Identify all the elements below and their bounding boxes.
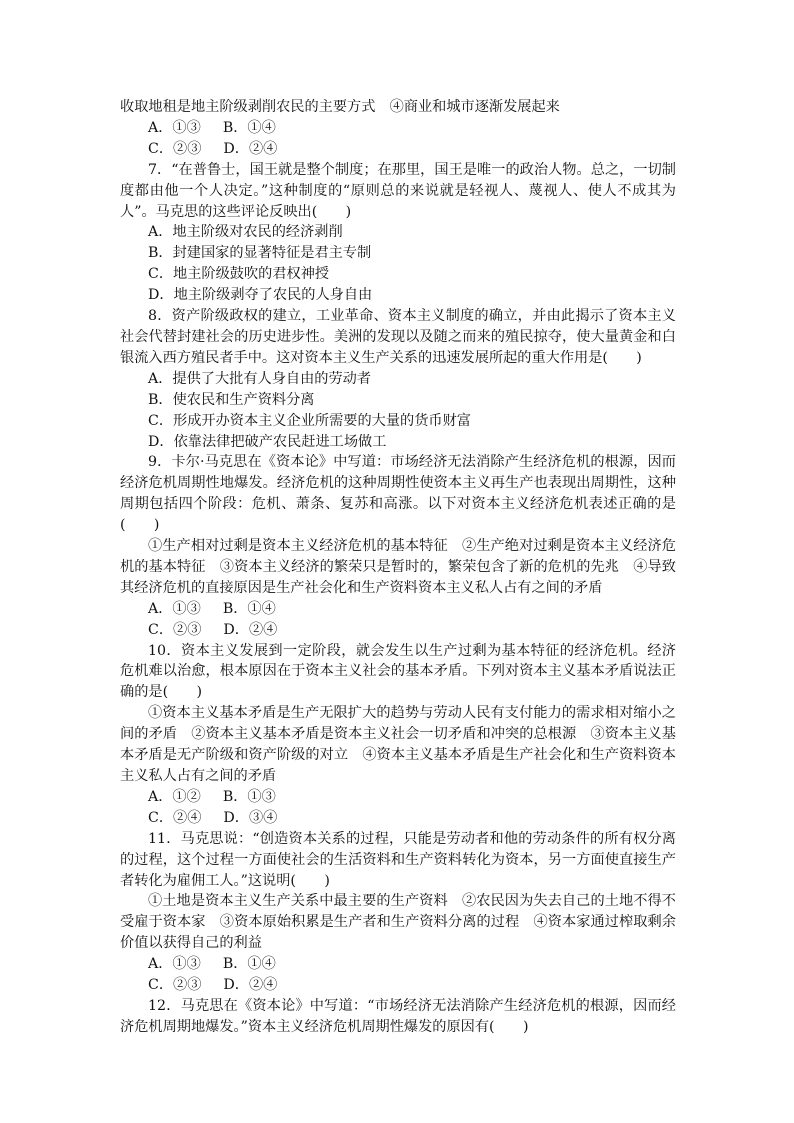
question-11-stem: 11．马克思说：“创造资本关系的过程，只能是劳动者和他的劳动条件的所有权分离的过程，这个过程一方面使社会的生活资料和生产资料转化为资本，另一方面使直接生产者转化为雇佣工人。”这说明( ) [120,830,676,889]
option: D．②④ [223,140,278,157]
option-row [120,808,676,829]
question-10-stem: 10．资本主义发展到一定阶段，就会发生以生产过剩为基本特征的经济危机。经济危机难以治愈，根本原因在于资本主义社会的基本矛盾。下列对资本主义基本矛盾说法正确的是( ) [120,642,676,701]
question-9-stem: 9．卡尔·马克思在《资本论》中写道：市场经济无法消除产生经济危机的根源，因而经济危机周期性地爆发。经济危机的这种周期性使资本主义再生产也表现出周期性，这种周期包括四个阶段：危机、萧条、复苏和高涨。以下对资本主义经济危机表述正确的是( ) [120,454,676,534]
option: B．封建国家的显著特征是君主专制 [148,245,372,262]
question-list [120,97,676,1038]
option-row [120,620,676,641]
question-9-statements: ①生产相对过剩是资本主义经济危机的基本特征 ②生产绝对过剩是资本主义经济危机的基本特征 ③资本主义经济的繁荣只是暂时的，繁荣包含了新的危机的先兆 ④导致其经济危机的直接原因是生产社会化和生产资料资本主义私人占有之间的矛盾 [120,538,676,596]
option: A．①③ [148,119,201,136]
question-7-stem: 7．“在普鲁士，国王就是整个制度；在那里，国王是唯一的政治人物。总之，一切制度都由他一个人决定。”这种制度的“原则总的来说就是轻视人、蔑视人、使人不成其为人”。马克思的这些评论反映出( ) [120,161,676,220]
option: A．提供了大批有人身自由的劳动者 [148,370,372,387]
option: B．①④ [222,119,276,136]
option: B．①④ [222,956,276,973]
option-row [120,118,676,139]
question-11-statements: ①土地是资本主义生产关系中最主要的生产资料 ②农民因为失去自己的土地不得不受雇于资本家 ③资本原始积累是生产者和生产资料分离的过程 ④资本家通过榨取剩余价值以获得自己的利益 [120,893,676,952]
option-row [120,975,676,996]
option: D．地主阶级剥夺了农民的人身自由 [148,287,373,304]
paragraph: 收取地租是地主阶级剥削农民的主要方式 ④商业和城市逐渐发展起来 [120,99,560,115]
option: D．③④ [223,809,278,826]
option: C．②③ [148,140,202,157]
question-8-stem: 8．资产阶级政权的建立，工业革命、资本主义制度的确立，并由此揭示了资本主义社会代替封建社会的历史进步性。美洲的发现以及随之而来的殖民掠夺，使大量黄金和白银流入西方殖民者手中。这对资本主义生产关系的迅速发展所起的重大作用是( ) [120,308,676,366]
option: C．②③ [148,621,202,638]
option: C．②④ [148,809,202,826]
option: D．②④ [223,621,278,638]
option: C．地主阶级鼓吹的君权神授 [148,266,330,283]
option: A．①② [148,788,201,805]
option: A．地主阶级对农民的经济剥削 [148,224,343,241]
option: D．②④ [223,977,278,994]
option: C．形成开办资本主义企业所需要的大量的货币财富 [148,412,471,429]
option: B．①④ [222,600,276,617]
question-10-statements: ①资本主义基本矛盾是生产无限扩大的趋势与劳动人民有支付能力的需求相对缩小之间的矛盾 ②资本主义基本矛盾是资本主义社会一切矛盾和冲突的总根源 ③资本主义基本矛盾是无产阶级和资产阶级的对立 ④资本主义基本矛盾是生产社会化和生产资料资本主义私人占有之间的矛盾 [120,705,676,784]
option: B．①③ [222,788,276,805]
option-row [120,599,676,620]
question-12-stem: 12．马克思在《资本论》中写道：“市场经济无法消除产生经济危机的根源，因而经济危机周期地爆发。”资本主义经济危机周期性爆发的原因有( ) [120,997,676,1035]
option: D．依靠法律把破产农民赶进工场做工 [148,433,387,450]
option-row [120,954,676,975]
option: A．①③ [148,956,201,973]
option: C．②③ [148,977,202,994]
option-row [120,787,676,808]
option: B．使农民和生产资料分离 [148,391,315,408]
option: A．①③ [148,600,201,617]
option-row [120,139,676,160]
